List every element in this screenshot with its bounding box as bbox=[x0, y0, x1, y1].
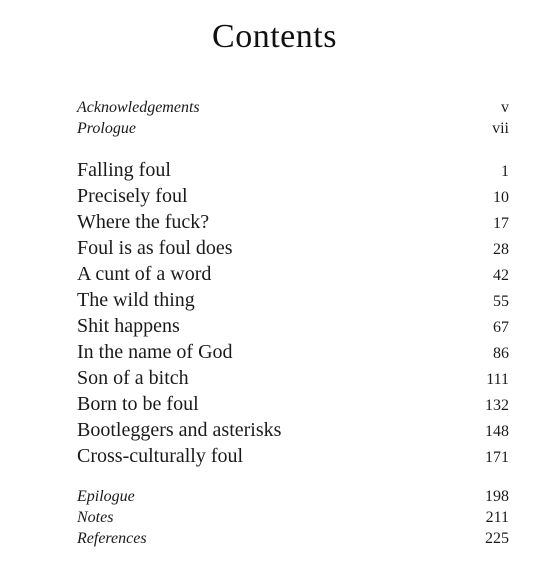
toc-entry-chapter bbox=[77, 365, 509, 391]
toc-entry-label: Son of a bitch bbox=[77, 367, 189, 389]
toc-entry-page: 55 bbox=[493, 293, 509, 310]
toc-entry-chapter bbox=[77, 235, 509, 261]
toc-entry-page: 111 bbox=[486, 371, 509, 388]
toc-entry-page: 10 bbox=[493, 189, 509, 206]
toc-entry-page: 86 bbox=[493, 345, 509, 362]
toc-entry-chapter bbox=[77, 339, 509, 365]
toc-entry-label: Where the fuck? bbox=[77, 211, 210, 233]
back-matter-list bbox=[77, 486, 509, 549]
page-title: Contents bbox=[212, 18, 337, 55]
toc-entry-label: Falling foul bbox=[77, 159, 171, 181]
toc-entry-label: Bootleggers and asterisks bbox=[77, 419, 282, 441]
toc-entry-page: v bbox=[501, 99, 509, 116]
toc-entry-chapter bbox=[77, 417, 509, 443]
toc-entry-label: The wild thing bbox=[77, 289, 195, 311]
toc-entry-label: Cross-culturally foul bbox=[77, 445, 244, 467]
toc-entry-page: 1 bbox=[501, 163, 509, 180]
toc-entry-chapter bbox=[77, 209, 509, 235]
toc-entry-label: Prologue bbox=[77, 120, 136, 137]
toc-entry-page: 225 bbox=[485, 530, 509, 547]
toc-entry-label: Born to be foul bbox=[77, 393, 199, 415]
toc-entry-label: In the name of God bbox=[77, 341, 233, 363]
chapter-list bbox=[77, 157, 509, 469]
toc-entry-label: Acknowledgements bbox=[77, 99, 200, 116]
toc-entry-acknowledgements bbox=[77, 97, 509, 118]
toc-entry-page: 67 bbox=[493, 319, 509, 336]
toc-entry-notes bbox=[77, 507, 509, 528]
toc-entry-chapter bbox=[77, 443, 509, 469]
toc-entry-label: A cunt of a word bbox=[77, 263, 212, 285]
toc-entry-prologue bbox=[77, 118, 509, 139]
toc-entry-label: Shit happens bbox=[77, 315, 180, 337]
toc-entry-page: 132 bbox=[485, 397, 509, 414]
toc-entry-page: 211 bbox=[485, 509, 509, 526]
front-matter-list bbox=[77, 97, 509, 139]
toc-entry-page: 171 bbox=[485, 449, 509, 466]
toc-entry-chapter bbox=[77, 391, 509, 417]
toc-entry-chapter bbox=[77, 287, 509, 313]
toc-entry-label: Foul is as foul does bbox=[77, 237, 233, 259]
toc-entry-chapter bbox=[77, 157, 509, 183]
toc-entry-label: References bbox=[77, 530, 147, 547]
toc-entry-page: vii bbox=[492, 120, 509, 137]
toc-entry-chapter bbox=[77, 313, 509, 339]
toc-entry-page: 198 bbox=[485, 488, 509, 505]
toc-entry-label: Notes bbox=[77, 509, 114, 526]
toc-entry-chapter bbox=[77, 183, 509, 209]
toc-entry-references bbox=[77, 528, 509, 549]
toc-entry-page: 17 bbox=[493, 215, 509, 232]
toc-entry-label: Precisely foul bbox=[77, 185, 188, 207]
toc-entry-page: 148 bbox=[485, 423, 509, 440]
toc-entry-page: 42 bbox=[493, 267, 509, 284]
toc-entry-epilogue bbox=[77, 486, 509, 507]
toc-entry-chapter bbox=[77, 261, 509, 287]
toc-entry-page: 28 bbox=[493, 241, 509, 258]
toc-entry-label: Epilogue bbox=[77, 488, 135, 505]
